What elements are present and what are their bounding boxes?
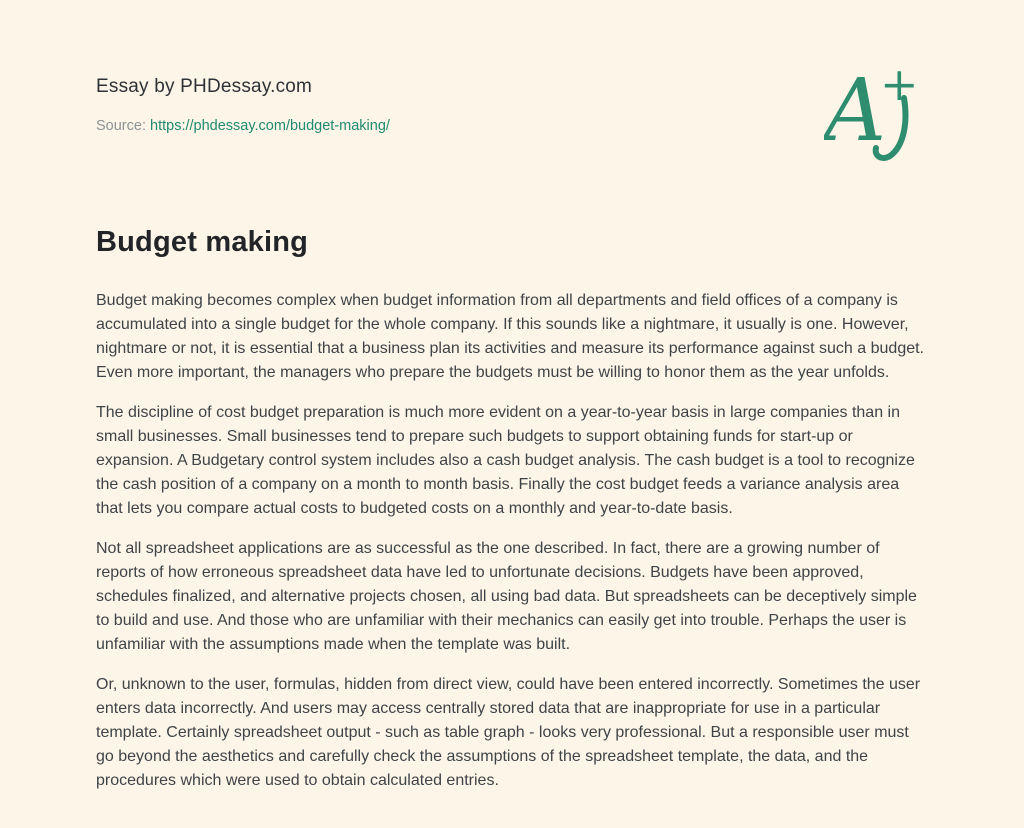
svg-text:+: + <box>880 62 919 111</box>
article-paragraph-2: The discipline of cost budget preparation is much more evident on a year-to-year basis in large companies than in small businesses. Small businesses tend to prepare such budgets to support obtaining funds for start-up or expansion. A Budgetary control system includes also a cash budget analysis. The cash budget is a tool to recognize the cash position of a company on a month to month basis. Finally the cost budget feeds a variance analysis area that lets you compare actual costs to budgeted costs on a monthly and year-to-date basis. <box>96 404 915 517</box>
byline: Essay by PHDessay.com <box>96 76 313 97</box>
page-title: Budget making <box>96 226 309 258</box>
svg-text:A: A <box>824 62 887 161</box>
source-line <box>96 118 928 134</box>
source-link[interactable]: https://phdessay.com/budget-making/ <box>150 118 390 134</box>
source-label: Source: <box>96 118 146 134</box>
article-paragraph-1: Budget making becomes complex when budget information from all departments and field offices of a company is accumulated into a single budget for the whole company. If this sounds like a nightmare, it usually is one. However, nightmare or not, it is essential that a business plan its activities and measure its performance against such a budget. Even more important, the managers who prepare the budgets must be willing to honor them as the year unfolds. <box>96 292 924 381</box>
article-body <box>96 289 928 793</box>
article-paragraph-3: Not all spreadsheet applications are as successful as the one described. In fact, there are a growing number of reports of how erroneous spreadsheet data have led to unfortunate decisions. Budgets have been approved, schedules finalized, and alternative projects chosen, all using bad data. But spreadsheets can be deceptively simple to build and use. And those who are unfamiliar with their mechanics can easily get into trouble. Perhaps the user is unfamiliar with the assumptions made when the template was built. <box>96 540 917 653</box>
phdessay-logo-icon <box>824 62 930 162</box>
article-paragraph-4: Or, unknown to the user, formulas, hidden from direct view, could have been entered incorrectly. Sometimes the user enters data incorrectly. And users may access centrally stored data that are inappropriate for use in a particular template. Certainly spreadsheet output - such as table graph - looks very professional. But a responsible user must go beyond the aesthetics and carefully check the assumptions of the spreadsheet template, the data, and the procedures which were used to obtain calculated entries. <box>96 676 921 789</box>
